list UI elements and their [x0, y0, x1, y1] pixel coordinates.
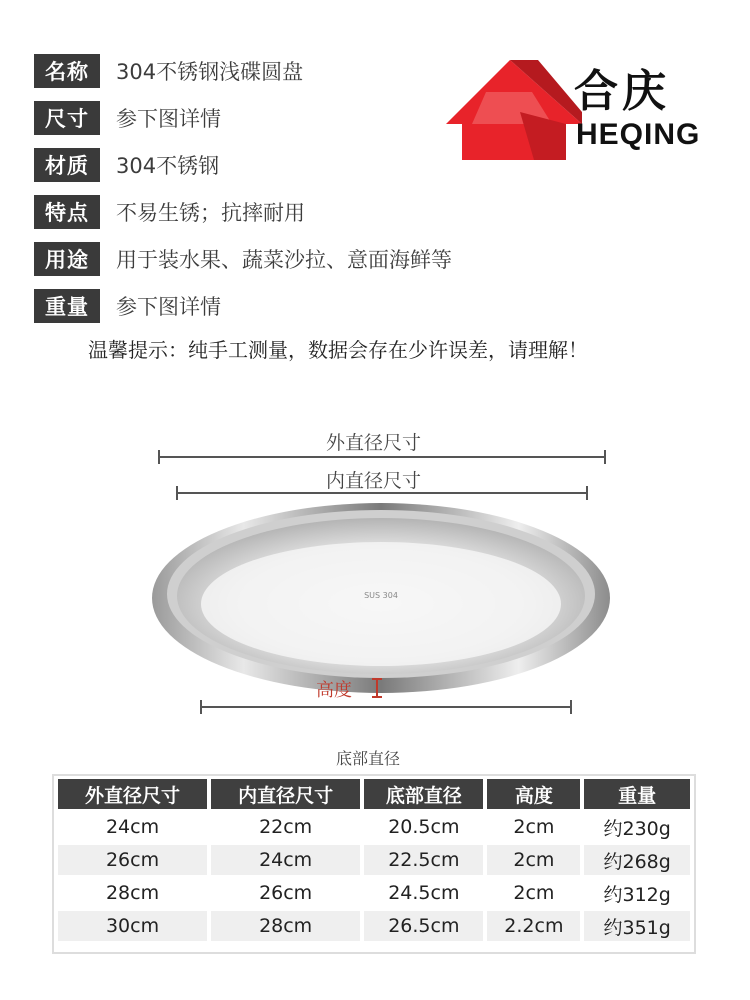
spec-value: 不易生锈；抗摔耐用 [116, 201, 305, 225]
spec-label: 尺寸 [34, 101, 100, 135]
plate-illustration [150, 498, 612, 698]
bottom-diameter-line [200, 706, 572, 708]
table-cell: 26cm [58, 845, 207, 875]
table-cell: 约268g [584, 845, 690, 875]
table-cell: 24.5cm [388, 882, 460, 904]
table-cell: 24cm [211, 845, 360, 875]
measurement-tip: 温馨提示：纯手工测量，数据会存在少许误差，请理解！ [88, 338, 588, 362]
spec-value: 参下图详情 [116, 295, 221, 319]
table-row [58, 911, 690, 941]
table-header-row [58, 779, 690, 809]
table-cell: 26.5cm [364, 911, 483, 941]
table-cell: 22cm [259, 816, 313, 838]
table-cell: 22.5cm [364, 845, 483, 875]
logo-text-en: HEQING [576, 118, 701, 151]
table-header: 重量 [584, 779, 690, 809]
table-row [58, 845, 690, 875]
table-cell: 2cm [513, 816, 555, 838]
spec-label: 材质 [34, 148, 100, 182]
spec-value: 304不锈钢 [116, 154, 220, 178]
spec-label: 名称 [34, 54, 100, 88]
spec-row-name [34, 54, 303, 88]
table-cell: 20.5cm [388, 816, 460, 838]
spec-row-features [34, 195, 305, 229]
outer-diameter-line [158, 456, 606, 458]
table-header: 外直径尺寸 [58, 779, 207, 809]
spec-value: 304不锈钢浅碟圆盘 [116, 60, 304, 84]
table-cell: 约312g [603, 883, 671, 906]
outer-diameter-label: 外直径尺寸 [326, 432, 422, 454]
plate-stamp: SUS 304 [364, 591, 398, 600]
spec-row-size [34, 101, 221, 135]
table-cell: 约230g [603, 817, 671, 840]
table-header: 底部直径 [364, 779, 483, 809]
table-cell: 2cm [487, 845, 580, 875]
table-header: 高度 [487, 779, 580, 809]
spec-label: 特点 [34, 195, 100, 229]
inner-diameter-line [176, 492, 588, 494]
spec-row-usage [34, 242, 452, 276]
table-cell: 约351g [584, 911, 690, 941]
table-row [58, 878, 690, 908]
spec-row-material [34, 148, 219, 182]
table-cell: 2cm [513, 882, 555, 904]
table-cell: 2.2cm [487, 911, 580, 941]
table-row [58, 812, 690, 842]
height-marker-icon [372, 678, 382, 698]
table-cell: 28cm [105, 882, 160, 904]
table-cell: 30cm [58, 911, 207, 941]
table-cell: 28cm [211, 911, 360, 941]
table-cell: 24cm [105, 816, 160, 838]
logo-text-cn: 合庆 [574, 66, 670, 117]
size-table [52, 774, 696, 954]
spec-label: 重量 [34, 289, 100, 323]
spec-value: 用于装水果、蔬菜沙拉、意面海鲜等 [116, 248, 452, 272]
table-cell: 26cm [259, 882, 313, 904]
spec-value: 参下图详情 [116, 107, 221, 131]
inner-diameter-label: 内直径尺寸 [326, 470, 422, 492]
height-label: 高度 [316, 680, 352, 701]
spec-label: 用途 [34, 242, 100, 276]
spec-row-weight [34, 289, 221, 323]
table-header: 内直径尺寸 [211, 779, 360, 809]
bottom-diameter-label: 底部直径 [336, 749, 401, 768]
